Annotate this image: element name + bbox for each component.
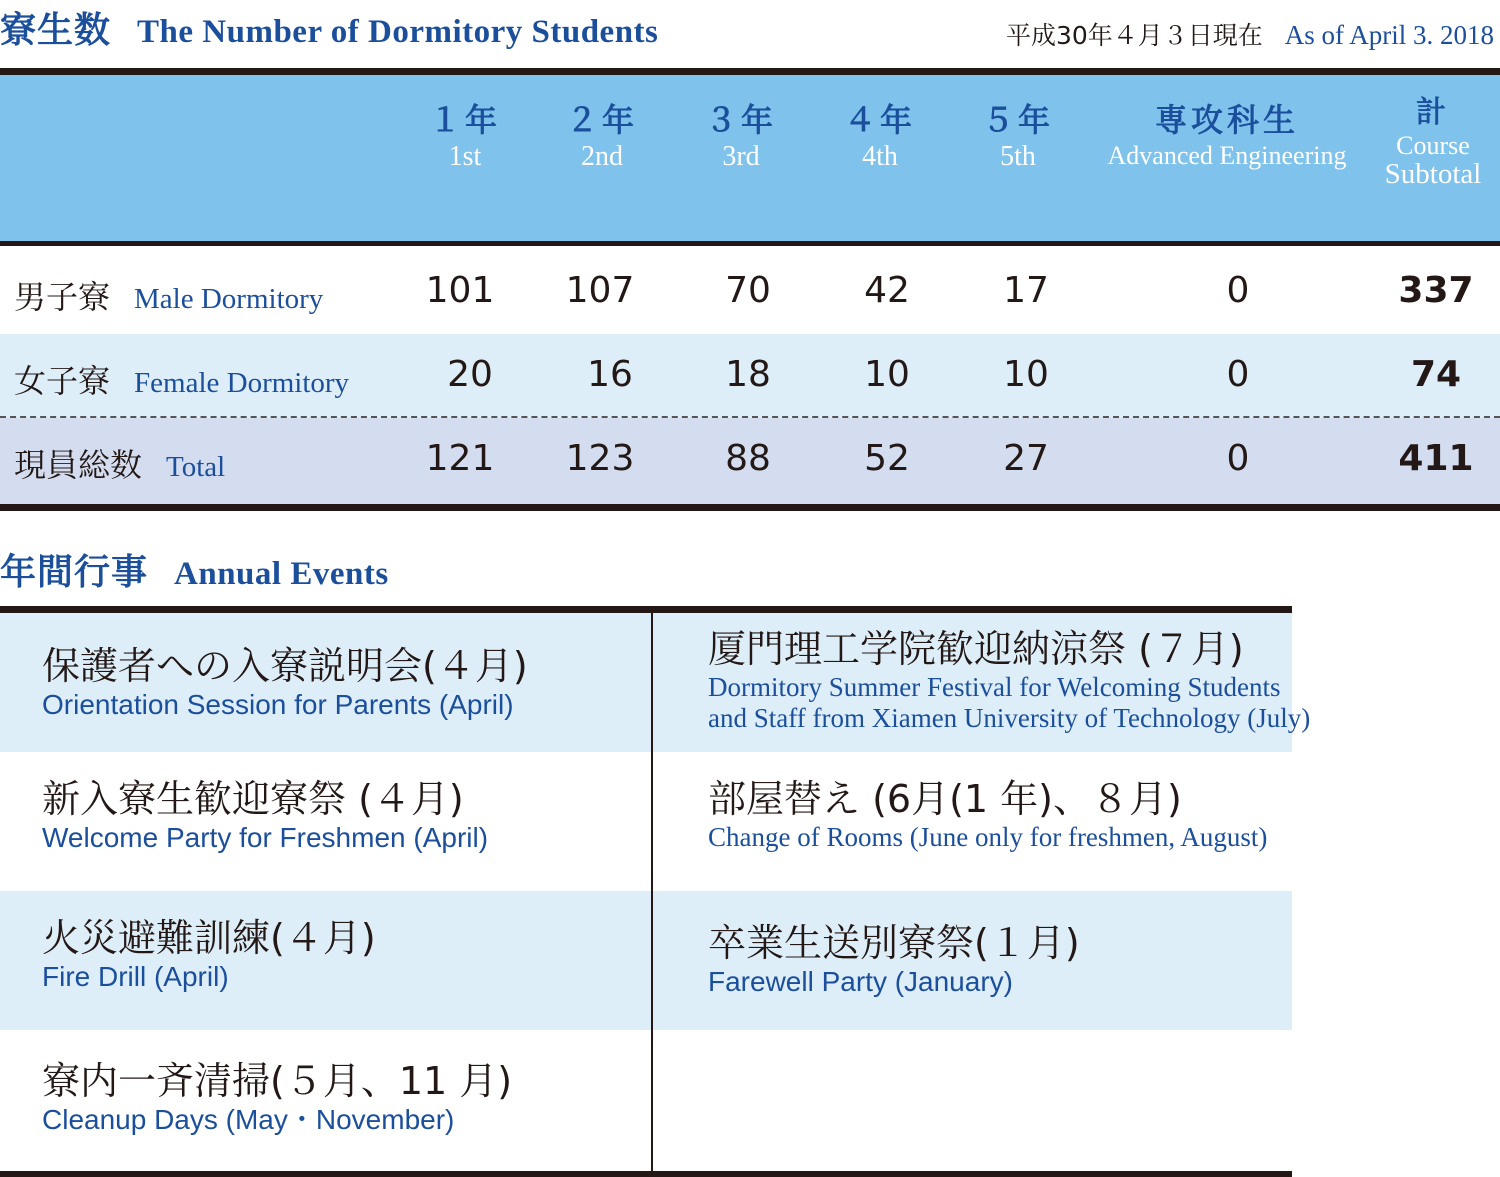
event-name-en: Farewell Party (January) <box>708 966 1013 997</box>
column-header-jp: １年 <box>428 101 501 139</box>
event-item <box>708 776 1267 853</box>
cell-value: 123 <box>565 438 635 479</box>
dormitory-table <box>0 68 1500 484</box>
row-label <box>14 356 349 402</box>
cell-value: 10 <box>1003 354 1049 395</box>
table-row-female-dormitory <box>0 334 1500 418</box>
column-header-jp: ２年 <box>565 101 638 139</box>
cell-subtotal: 74 <box>1410 354 1462 395</box>
cell-value: 52 <box>864 438 910 479</box>
row-label <box>14 272 323 318</box>
cell-subtotal: 337 <box>1398 270 1474 311</box>
column-header-jp: ４年 <box>843 101 916 139</box>
dormitory-title-en: The Number of Dormitory Students <box>137 14 659 50</box>
column-header-jp: ３年 <box>704 101 777 139</box>
dormitory-section-title <box>0 2 658 53</box>
table-row-total <box>0 418 1500 504</box>
column-header-2nd <box>542 95 662 173</box>
as-of-date-jp: 平成30年４月３日現在 <box>1005 21 1263 50</box>
row-label-jp: 現員総数 <box>14 446 143 484</box>
event-name-jp: 保護者への入寮説明会(４月) <box>42 644 528 688</box>
cell-value: 17 <box>1003 270 1049 311</box>
column-header-jp: 計 <box>1416 95 1450 130</box>
table-row-male-dormitory <box>0 246 1500 334</box>
event-item <box>42 915 376 993</box>
event-name-en: Fire Drill (April) <box>42 961 229 992</box>
column-header-subtotal <box>1368 87 1498 189</box>
table-bottom-rule <box>0 504 1500 511</box>
event-name-jp: 卒業生送別寮祭(１月) <box>708 921 1080 965</box>
column-header-5th <box>958 95 1078 173</box>
column-header-jp: ５年 <box>981 101 1054 139</box>
events-bottom-rule <box>0 1171 1292 1177</box>
cell-value: 0 <box>1226 354 1250 395</box>
column-header-jp: 専攻科生 <box>1154 101 1299 139</box>
event-item <box>708 920 1080 998</box>
event-name-jp: 新入寮生歓迎寮祭 (４月) <box>42 777 464 821</box>
event-name-en: Orientation Session for Parents (April) <box>42 689 514 720</box>
row-label <box>14 440 225 486</box>
cell-value: 107 <box>565 270 635 311</box>
cell-value: 42 <box>864 270 910 311</box>
column-header-en-course: Course <box>1396 131 1470 160</box>
cell-value: 16 <box>587 354 633 395</box>
row-label-en: Male Dormitory <box>134 283 324 315</box>
column-header-en: 1st <box>448 141 482 172</box>
events-table <box>0 606 1311 1175</box>
cell-subtotal: 411 <box>1398 438 1474 479</box>
column-header-en: Advanced Engineering <box>1107 141 1347 170</box>
event-name-jp: 火災避難訓練(４月) <box>42 916 376 960</box>
row-label-jp: 女子寮 <box>14 362 111 400</box>
event-name-en: Cleanup Days (May・November) <box>42 1104 455 1135</box>
events-title-jp: 年間行事 <box>0 552 149 593</box>
column-header-en: 3rd <box>722 141 760 172</box>
events-top-rule <box>0 606 1292 613</box>
cell-value: 20 <box>447 354 493 395</box>
events-title-en: Annual Events <box>174 556 389 592</box>
table-header-row <box>0 75 1500 241</box>
column-header-3rd <box>681 95 801 173</box>
column-header-en: 5th <box>1000 141 1036 172</box>
event-item <box>708 626 1310 734</box>
as-of-date <box>1006 16 1494 52</box>
event-name-en-line1: Dormitory Summer Festival for Welcoming Students <box>708 672 1281 702</box>
row-label-en: Total <box>166 451 226 483</box>
events-section-title <box>0 544 389 595</box>
cell-value: 27 <box>1003 438 1049 479</box>
cell-value: 0 <box>1226 438 1250 479</box>
cell-value: 121 <box>425 438 495 479</box>
column-header-advanced-engineering <box>1092 95 1362 171</box>
dormitory-title-jp: 寮生数 <box>0 10 112 51</box>
column-header-4th <box>820 95 940 173</box>
cell-value: 0 <box>1226 270 1250 311</box>
event-name-jp: 寮内一斉清掃(５月、11 月) <box>42 1059 513 1103</box>
row-label-en: Female Dormitory <box>134 367 350 399</box>
column-header-en: 2nd <box>581 141 623 172</box>
event-item <box>42 1058 512 1136</box>
event-item <box>42 776 488 854</box>
event-name-en: Change of Rooms (June only for freshmen, August) <box>708 822 1268 852</box>
cell-value: 88 <box>725 438 771 479</box>
as-of-date-en: As of April 3. 2018 <box>1284 20 1494 50</box>
column-header-en: 4th <box>862 141 898 172</box>
event-name-jp: 厦門理工学院歓迎納涼祭 (７月) <box>708 627 1244 671</box>
cell-value: 70 <box>725 270 771 311</box>
column-header-en-subtotal: Subtotal <box>1384 158 1482 190</box>
event-name-en-line2: and Staff from Xiamen University of Technology (July) <box>708 703 1311 733</box>
event-item <box>42 643 528 721</box>
row-label-jp: 男子寮 <box>14 278 111 316</box>
column-header-1st <box>405 95 525 173</box>
event-name-jp: 部屋替え (6月(1 年)、８月) <box>708 777 1182 821</box>
table-top-rule <box>0 68 1500 75</box>
cell-value: 18 <box>725 354 771 395</box>
cell-value: 101 <box>425 270 495 311</box>
cell-value: 10 <box>864 354 910 395</box>
events-column-divider <box>651 613 653 1173</box>
event-name-en: Welcome Party for Freshmen (April) <box>42 822 489 853</box>
